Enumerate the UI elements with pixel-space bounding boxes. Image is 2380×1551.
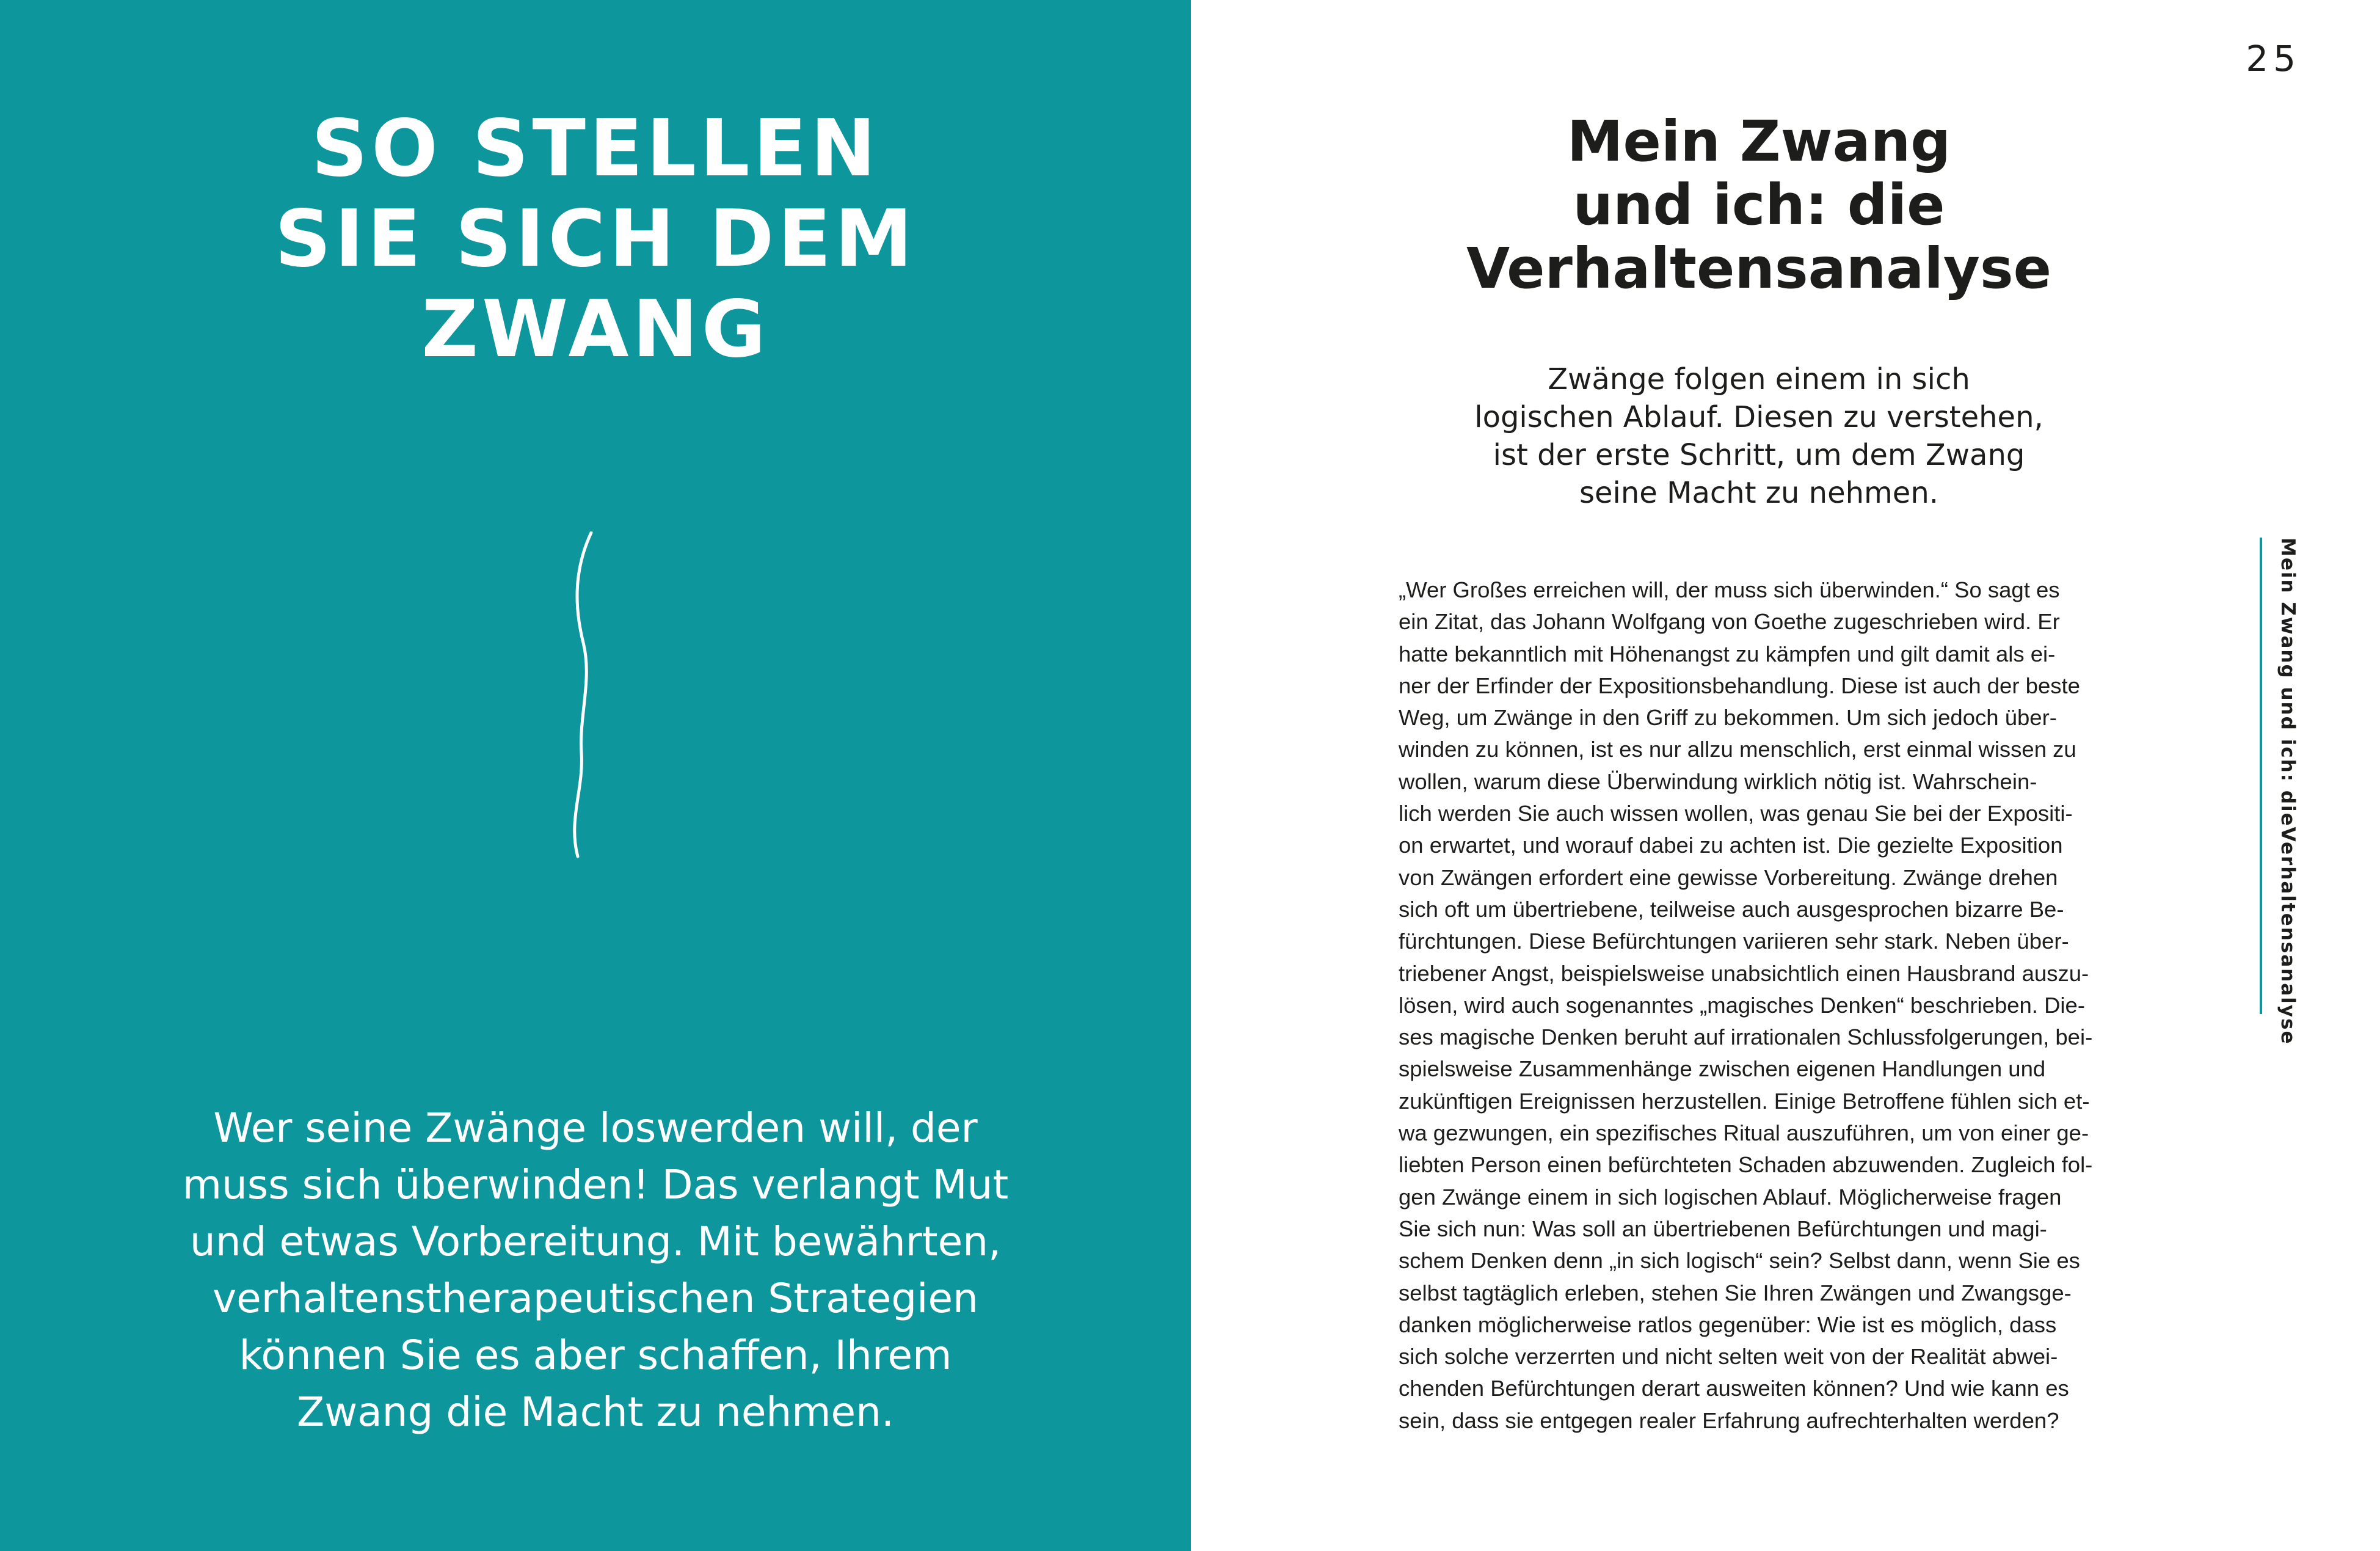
body-line: fürchtungen. Diese Befürchtungen variieren sehr stark. Neben über- [1399, 929, 2069, 954]
intro-line: und etwas Vorbereitung. Mit bewährten, [189, 1218, 1002, 1265]
body-line: „Wer Großes erreichen will, der muss sich überwinden.“ So sagt es [1399, 577, 2060, 602]
body-line: lich werden Sie auch wissen wollen, was genau Sie bei der Expositi- [1399, 801, 2073, 827]
body-line: ein Zitat, das Johann Wolfgang von Goethe zugeschrieben wird. Er [1399, 609, 2060, 635]
wavy-line-decoration [562, 531, 599, 861]
intro-line: muss sich überwinden! Das verlangt Mut [182, 1161, 1009, 1208]
body-line: liebten Person einen befürchteten Schaden abzuwenden. Zugleich fol- [1399, 1152, 2093, 1178]
body-line: wollen, warum diese Überwindung wirklich nötig ist. Wahrschein- [1399, 768, 2037, 794]
body-line: Sie sich nun: Was soll an übertriebenen Befürchtungen und magi- [1399, 1216, 2047, 1241]
body-line: hatte bekanntlich mit Höhenangst zu kämpfen und gilt damit als ei- [1399, 641, 2056, 666]
body-line: schem Denken denn „in sich logisch“ sein? Selbst dann, wenn Sie es [1399, 1248, 2080, 1274]
intro-line: können Sie es aber schaffen, Ihrem [239, 1332, 952, 1379]
running-head-label: Mein Zwang und ich: dieVerhaltensanalyse [2277, 538, 2299, 1045]
article-title-line: Mein Zwang [1567, 109, 1951, 174]
chapter-title-line: ZWANG [421, 284, 770, 375]
body-line: zukünftigen Ereignissen herzustellen. Einige Betroffene fühlen sich et- [1399, 1088, 2090, 1114]
lead-line: logischen Ablauf. Diesen zu verstehen, [1474, 400, 2043, 434]
chapter-title-line: SO STELLEN [311, 103, 880, 194]
body-line: Weg, um Zwänge in den Griff zu bekommen. Um sich jedoch über- [1399, 705, 2057, 731]
body-line: lösen, wird auch sogenanntes „magisches Denken“ beschrieben. Die- [1399, 992, 2085, 1018]
body-line: chenden Befürchtungen derart ausweiten können? Und wie kann es [1399, 1376, 2069, 1401]
body-line: ses magische Denken beruht auf irrationalen Schlussfolgerungen, bei- [1399, 1024, 2093, 1050]
right-page [1191, 0, 2380, 1551]
lead-paragraph [1454, 360, 2064, 512]
intro-line: Wer seine Zwänge loswerden will, der [213, 1104, 978, 1151]
body-line: sich oft um übertriebene, teilweise auch ausgesprochen bizarre Be- [1399, 896, 2064, 922]
lead-line: seine Macht zu nehmen. [1579, 476, 1939, 510]
chapter-title [0, 104, 1191, 375]
body-line: on erwartet, und worauf dabei zu achten ist. Die gezielte Exposition [1399, 833, 2063, 858]
body-line: selbst tagtäglich erleben, stehen Sie Ihren Zwängen und Zwangsge- [1399, 1280, 2072, 1305]
body-line: von Zwängen erfordert eine gewisse Vorbereitung. Zwänge drehen [1399, 864, 2058, 890]
lead-line: ist der erste Schritt, um dem Zwang [1493, 438, 2025, 472]
chapter-intro [153, 1100, 1038, 1440]
body-line: sich solche verzerrten und nicht selten weit von der Realität abwei- [1399, 1344, 2058, 1370]
body-line: danken möglicherweise ratlos gegenüber: Wie ist es möglich, dass [1399, 1312, 2057, 1337]
page-number: 25 [2246, 38, 2301, 79]
body-text [1399, 574, 2156, 1437]
body-line: spielsweise Zusammenhänge zwischen eigenen Handlungen und [1399, 1056, 2046, 1082]
body-line: winden zu können, ist es nur allzu menschlich, erst einmal wissen zu [1399, 737, 2076, 762]
article-title-line: Verhaltensanalyse [1466, 236, 2051, 301]
lead-line: Zwänge folgen einem in sich [1548, 362, 1970, 396]
intro-line: Zwang die Macht zu nehmen. [297, 1389, 894, 1436]
body-line: gen Zwänge einem in sich logischen Ablauf. Möglicherweise fragen [1399, 1184, 2062, 1210]
body-line: ner der Erfinder der Expositionsbehandlung. Diese ist auch der beste [1399, 673, 2080, 698]
intro-line: verhaltenstherapeutischen Strategien [213, 1275, 978, 1322]
body-line: triebener Angst, beispielsweise unabsichtlich einen Hausbrand auszu- [1399, 960, 2089, 986]
running-head [2260, 538, 2309, 1045]
body-line: wa gezwungen, ein spezifisches Ritual auszuführen, um von einer ge- [1399, 1120, 2089, 1146]
article-title [1350, 110, 2168, 301]
body-line: sein, dass sie entgegen realer Erfahrung aufrechterhalten werden? [1399, 1407, 2059, 1433]
article-title-line: und ich: die [1573, 172, 1945, 238]
chapter-title-line: SIE SICH DEM [274, 194, 917, 285]
